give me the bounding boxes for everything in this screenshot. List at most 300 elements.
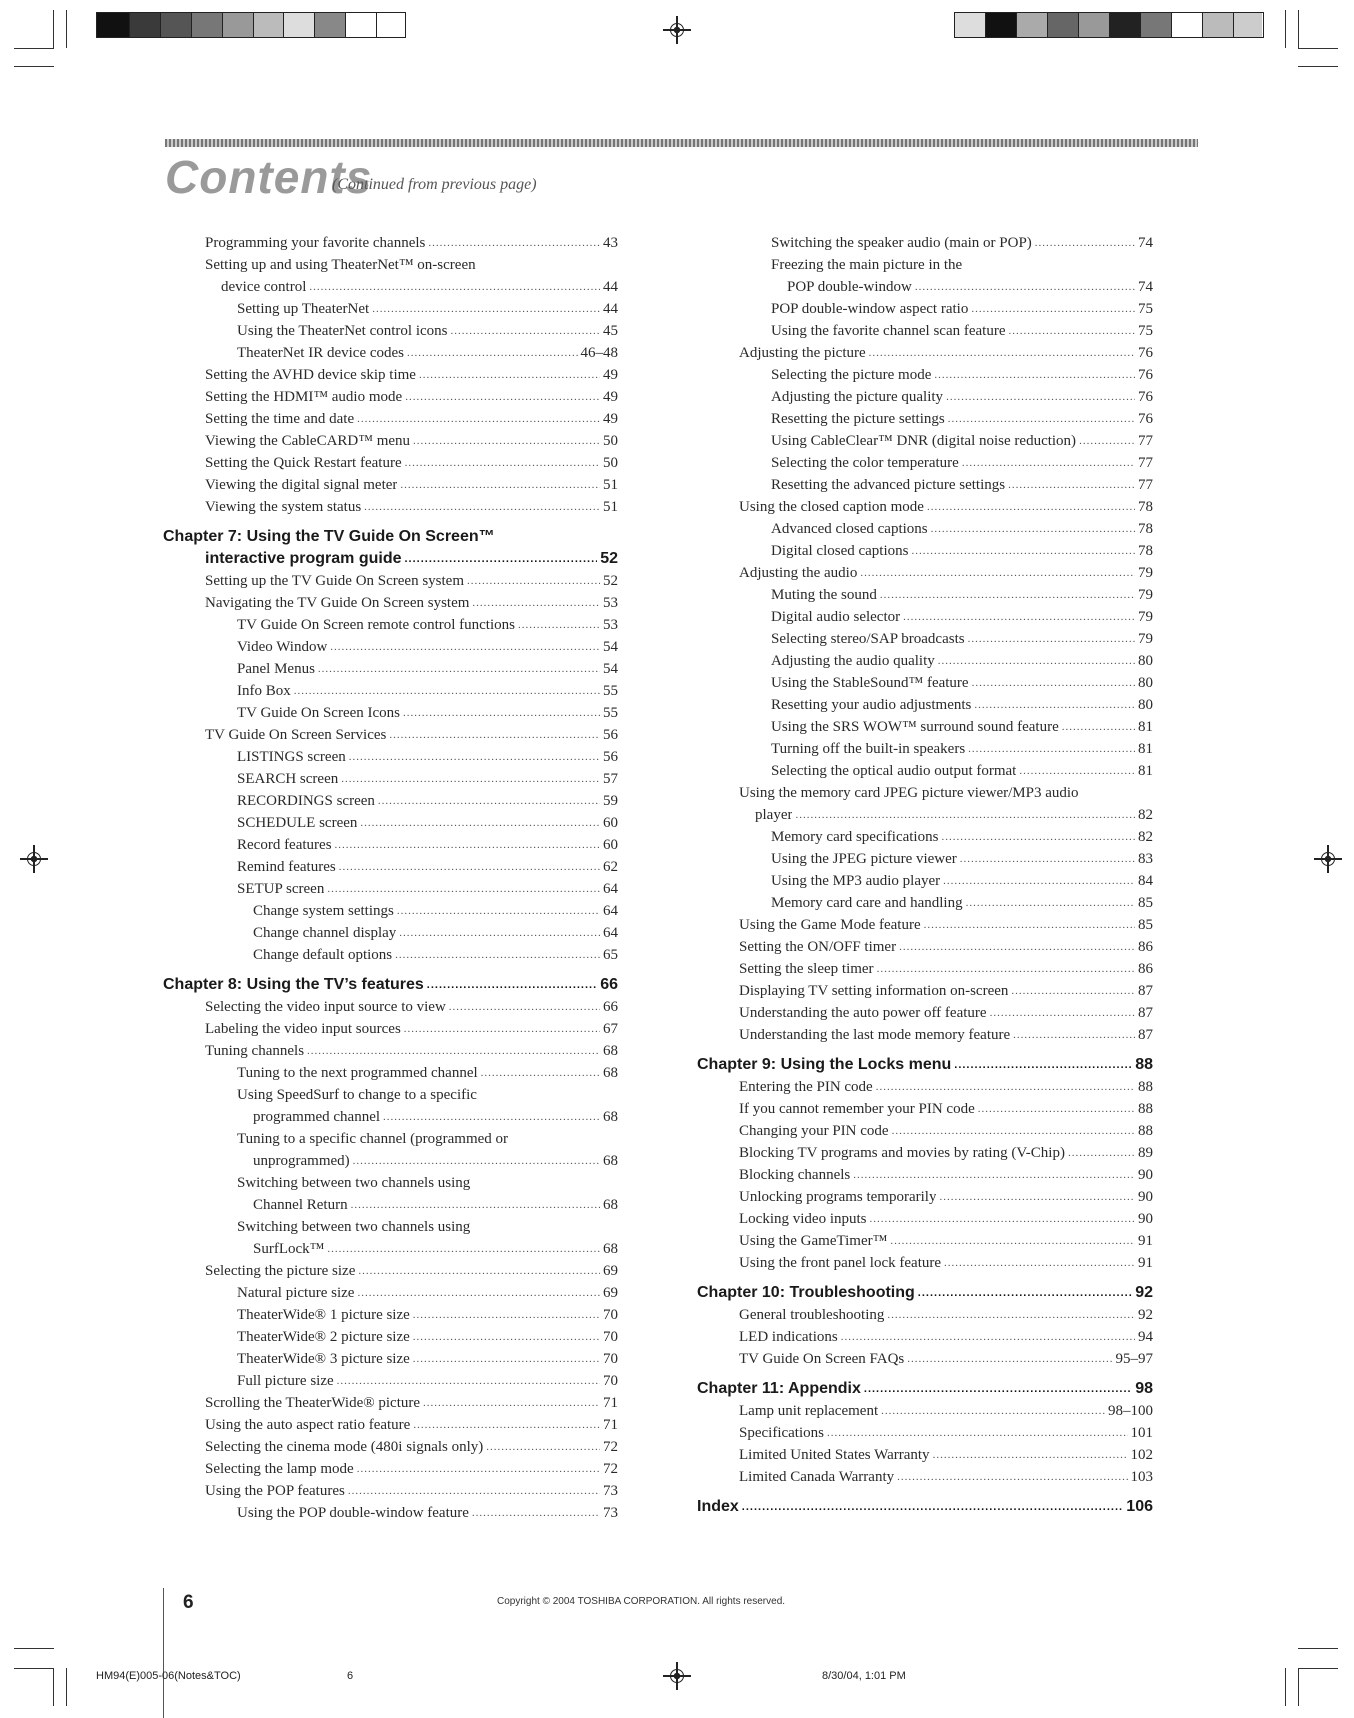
- dot-leader: [864, 1378, 1132, 1400]
- toc-entry-title: Selecting the optical audio output format: [771, 763, 1017, 779]
- toc-entry-title: TheaterWide® 3 picture size: [237, 1351, 410, 1367]
- toc-entry[interactable]: [163, 1260, 618, 1282]
- toc-entry-title: TV Guide On Screen Icons: [237, 705, 401, 721]
- toc-entry-title: Limited Canada Warranty: [739, 1469, 895, 1485]
- toc-page-number: 68: [603, 1153, 618, 1169]
- toc-entry[interactable]: [163, 790, 618, 812]
- toc-entry-title: Using the Game Mode feature: [739, 917, 921, 933]
- toc-page-number: 78: [1138, 499, 1153, 515]
- toc-entry[interactable]: [697, 1142, 1153, 1164]
- header-band: [165, 139, 1198, 147]
- crop-mark: [1285, 10, 1286, 48]
- toc-entry[interactable]: [163, 1106, 618, 1128]
- toc-entry-title: Switching the speaker audio (main or POP): [771, 235, 1032, 251]
- toc-page-number: 43: [603, 235, 618, 251]
- toc-page-number: 68: [603, 1197, 618, 1213]
- toc-entry[interactable]: [697, 936, 1153, 958]
- toc-entry[interactable]: [163, 276, 618, 298]
- dot-leader: [880, 584, 1135, 606]
- toc-entry[interactable]: [697, 320, 1153, 342]
- toc-entry[interactable]: [697, 1076, 1153, 1098]
- dot-leader: [887, 1304, 1135, 1326]
- toc-page-number: 54: [603, 639, 618, 655]
- toc-entry-title: POP double-window aspect ratio: [771, 301, 969, 317]
- toc-entry[interactable]: [163, 1150, 618, 1172]
- dot-leader: [413, 430, 600, 452]
- toc-page-number: 95–97: [1115, 1351, 1153, 1367]
- toc-entry[interactable]: [697, 804, 1153, 826]
- toc-entry[interactable]: [163, 702, 618, 724]
- dot-leader: [1035, 232, 1135, 254]
- toc-entry[interactable]: [697, 606, 1153, 628]
- toc-entry-title: Adjusting the audio: [739, 565, 858, 581]
- toc-entry-title: If you cannot remember your PIN code: [739, 1101, 975, 1117]
- dot-leader: [907, 1348, 1112, 1370]
- chapter-heading[interactable]: [697, 1496, 1153, 1518]
- toc-page-number: 90: [1138, 1211, 1153, 1227]
- toc-page-number: 94: [1138, 1329, 1153, 1345]
- dot-leader: [413, 1326, 600, 1348]
- dot-leader: [449, 996, 600, 1018]
- toc-entry-title: Using the auto aspect ratio feature: [205, 1417, 411, 1433]
- toc-entry[interactable]: [163, 570, 618, 592]
- toc-page-number: 69: [603, 1285, 618, 1301]
- toc-entry[interactable]: [163, 1502, 618, 1524]
- toc-entry[interactable]: [163, 996, 618, 1018]
- dot-leader: [364, 496, 600, 518]
- dot-leader: [968, 628, 1135, 650]
- dot-leader: [419, 364, 600, 386]
- toc-entry-title: Using the TheaterNet control icons: [237, 323, 448, 339]
- toc-entry[interactable]: [163, 320, 618, 342]
- toc-page-number: 50: [603, 433, 618, 449]
- toc-entry-title: Locking video inputs: [739, 1211, 867, 1227]
- toc-page-number: 91: [1138, 1255, 1153, 1271]
- toc-entry-title: Using the POP features: [205, 1483, 345, 1499]
- toc-page-number: 92: [1138, 1307, 1153, 1323]
- toc-entry-title: Advanced closed captions: [771, 521, 928, 537]
- dot-leader: [405, 452, 600, 474]
- toc-entry-title: Setting the AVHD device skip time: [205, 367, 416, 383]
- dot-leader: [413, 1348, 600, 1370]
- toc-entry[interactable]: [697, 672, 1153, 694]
- toc-entry[interactable]: [163, 232, 618, 254]
- chapter-heading[interactable]: [697, 1378, 1153, 1400]
- toc-entry-title: Setting the Quick Restart feature: [205, 455, 402, 471]
- dot-leader: [890, 1230, 1135, 1252]
- toc-entry[interactable]: [697, 1120, 1153, 1142]
- dot-leader: [877, 958, 1135, 980]
- toc-page-number: 103: [1130, 1469, 1153, 1485]
- toc-entry[interactable]: [163, 812, 618, 834]
- toc-entry-title: Setting up TheaterNet: [237, 301, 370, 317]
- toc-page-number: 49: [603, 367, 618, 383]
- toc-entry-title: device control: [221, 279, 307, 295]
- toc-entry[interactable]: [163, 944, 618, 966]
- toc-entry[interactable]: [163, 474, 618, 496]
- toc-page-number: 56: [603, 727, 618, 743]
- chapter-heading: Chapter 7: Using the TV Guide On Screen™: [163, 528, 495, 545]
- toc-page-number: 64: [603, 925, 618, 941]
- toc-page-number: 66: [603, 999, 618, 1015]
- toc-entry[interactable]: [163, 1436, 618, 1458]
- dot-leader: [404, 1018, 600, 1040]
- toc-entry[interactable]: [163, 298, 618, 320]
- toc-page-number: 88: [1138, 1079, 1153, 1095]
- toc-entry-title: player: [755, 807, 793, 823]
- toc-entry-title: Changing your PIN code: [739, 1123, 889, 1139]
- dot-leader: [841, 1326, 1135, 1348]
- dot-leader: [1068, 1142, 1135, 1164]
- dot-leader: [954, 1054, 1132, 1076]
- toc-entry[interactable]: [697, 364, 1153, 386]
- dot-leader: [407, 342, 578, 364]
- toc-entry[interactable]: [697, 1024, 1153, 1046]
- toc-entry[interactable]: [163, 430, 618, 452]
- toc-entry-title: Selecting the cinema mode (480i signals only): [205, 1439, 484, 1455]
- toc-entry[interactable]: [163, 1392, 618, 1414]
- dot-leader: [915, 276, 1135, 298]
- toc-entry-title: Change system settings: [253, 903, 394, 919]
- toc-page-number: 69: [603, 1263, 618, 1279]
- toc-entry-title: TV Guide On Screen FAQs: [739, 1351, 905, 1367]
- toc-entry[interactable]: [697, 980, 1153, 1002]
- toc-entry: Tuning to a specific channel (programmed or: [237, 1131, 509, 1147]
- toc-page-number: 54: [603, 661, 618, 677]
- crop-mark: [1285, 1668, 1286, 1706]
- toc-entry[interactable]: [697, 892, 1153, 914]
- toc-entry-title: Setting up the TV Guide On Screen system: [205, 573, 464, 589]
- dot-leader: [927, 496, 1135, 518]
- crop-mark: [14, 48, 54, 49]
- toc-right-column: [697, 232, 1153, 1518]
- toc-entry[interactable]: [163, 408, 618, 430]
- dot-leader: [1019, 760, 1135, 782]
- toc-entry[interactable]: [163, 768, 618, 790]
- dot-leader: [327, 878, 600, 900]
- crop-mark: [1298, 10, 1299, 48]
- crop-mark: [1298, 1648, 1338, 1649]
- toc-page-number: 87: [1138, 1027, 1153, 1043]
- dot-leader: [939, 1186, 1135, 1208]
- toc-entry-title: Selecting the video input source to view: [205, 999, 446, 1015]
- dot-leader: [351, 1194, 600, 1216]
- page-subtitle: (Continued from previous page): [332, 176, 537, 193]
- toc-page-number: 66: [600, 976, 618, 993]
- chapter-heading[interactable]: [697, 1054, 1153, 1076]
- toc-entry[interactable]: [163, 1062, 618, 1084]
- chapter-heading[interactable]: [163, 974, 618, 996]
- toc-entry-title: Blocking TV programs and movies by rating (V-Chip): [739, 1145, 1065, 1161]
- toc-entry[interactable]: [697, 1098, 1153, 1120]
- toc-page-number: 74: [1138, 279, 1153, 295]
- dot-leader: [307, 1040, 600, 1062]
- toc-entry[interactable]: [163, 1040, 618, 1062]
- dot-leader: [395, 944, 600, 966]
- dot-leader: [853, 1164, 1135, 1186]
- toc-page-number: 76: [1138, 411, 1153, 427]
- dot-leader: [948, 408, 1135, 430]
- toc-entry[interactable]: [163, 878, 618, 900]
- dot-leader: [742, 1496, 1124, 1518]
- toc-entry[interactable]: [697, 958, 1153, 980]
- toc-entry[interactable]: [163, 614, 618, 636]
- toc-entry[interactable]: [163, 1458, 618, 1480]
- toc-entry-title: Full picture size: [237, 1373, 334, 1389]
- toc-entry[interactable]: [163, 680, 618, 702]
- toc-left-column: [163, 232, 618, 1524]
- toc-page-number: 76: [1138, 367, 1153, 383]
- dot-leader: [903, 606, 1135, 628]
- gutter-line: [163, 1588, 164, 1718]
- toc-page-number: 76: [1138, 345, 1153, 361]
- color-bar-right: [954, 12, 1264, 38]
- dot-leader: [946, 386, 1135, 408]
- toc-entry[interactable]: [697, 1230, 1153, 1252]
- toc-entry[interactable]: [697, 1252, 1153, 1274]
- toc-entry-title: Selecting stereo/SAP broadcasts: [771, 631, 965, 647]
- dot-leader: [938, 650, 1135, 672]
- toc-entry-title: Tuning to the next programmed channel: [237, 1065, 478, 1081]
- toc-entry[interactable]: [697, 496, 1153, 518]
- toc-entry[interactable]: [163, 452, 618, 474]
- dot-leader: [327, 1238, 600, 1260]
- toc-page-number: 72: [603, 1439, 618, 1455]
- toc-entry-title: Viewing the CableCARD™ menu: [205, 433, 411, 449]
- dot-leader: [397, 900, 600, 922]
- toc-page-number: 75: [1138, 323, 1153, 339]
- toc-entry[interactable]: [697, 1208, 1153, 1230]
- toc-entry[interactable]: [697, 518, 1153, 540]
- toc-entry-title: Setting the time and date: [205, 411, 355, 427]
- toc-entry[interactable]: [163, 496, 618, 518]
- toc-page-number: 90: [1138, 1189, 1153, 1205]
- toc-entry[interactable]: [163, 1282, 618, 1304]
- toc-entry[interactable]: [697, 1002, 1153, 1024]
- dot-leader: [427, 974, 597, 996]
- toc-entry-title: Video Window: [237, 639, 328, 655]
- toc-page-number: 64: [603, 903, 618, 919]
- toc-entry[interactable]: [163, 1480, 618, 1502]
- toc-entry[interactable]: [163, 1370, 618, 1392]
- dot-leader: [389, 724, 600, 746]
- toc-page-number: 79: [1138, 609, 1153, 625]
- toc-entry-title: Setting the HDMI™ audio mode: [205, 389, 403, 405]
- toc-page-number: 51: [603, 477, 618, 493]
- toc-entry[interactable]: [697, 584, 1153, 606]
- toc-page-number: 75: [1138, 301, 1153, 317]
- dot-leader: [294, 680, 600, 702]
- toc-entry[interactable]: [697, 276, 1153, 298]
- toc-page-number: 44: [603, 279, 618, 295]
- toc-page-number: 87: [1138, 983, 1153, 999]
- toc-entry[interactable]: [697, 1444, 1153, 1466]
- toc-entry-title: programmed channel: [253, 1109, 381, 1125]
- toc-entry[interactable]: [697, 540, 1153, 562]
- toc-entry-title: Labeling the video input sources: [205, 1021, 401, 1037]
- toc-entry[interactable]: [697, 848, 1153, 870]
- dot-leader: [413, 1414, 600, 1436]
- toc-page-number: 70: [603, 1307, 618, 1323]
- toc-entry[interactable]: [697, 914, 1153, 936]
- toc-entry[interactable]: [163, 834, 618, 856]
- toc-entry-title: Chapter 9: Using the Locks menu: [697, 1056, 952, 1073]
- toc-page-number: 79: [1138, 587, 1153, 603]
- toc-entry[interactable]: [697, 562, 1153, 584]
- toc-entry[interactable]: [163, 1238, 618, 1260]
- toc-page-number: 83: [1138, 851, 1153, 867]
- dot-leader: [400, 474, 600, 496]
- dot-leader: [372, 298, 600, 320]
- chapter-heading[interactable]: [163, 548, 618, 570]
- crop-mark: [53, 10, 54, 48]
- toc-entry-title: Digital closed captions: [771, 543, 909, 559]
- toc-entry-title: Using the favorite channel scan feature: [771, 323, 1006, 339]
- toc-entry[interactable]: [163, 724, 618, 746]
- toc-entry[interactable]: [697, 232, 1153, 254]
- toc-entry-title: Programming your favorite channels: [205, 235, 426, 251]
- toc-entry[interactable]: [697, 650, 1153, 672]
- toc-page-number: 70: [603, 1329, 618, 1345]
- toc-entry[interactable]: [697, 628, 1153, 650]
- toc-page-number: 98–100: [1108, 1403, 1153, 1419]
- toc-entry-title: Unlocking programs temporarily: [739, 1189, 937, 1205]
- copyright-notice: Copyright © 2004 TOSHIBA CORPORATION. All rights reserved.: [497, 1596, 786, 1607]
- dot-leader: [944, 1252, 1135, 1274]
- toc-entry[interactable]: [163, 1018, 618, 1040]
- dot-leader: [897, 1466, 1127, 1488]
- toc-entry[interactable]: [163, 1304, 618, 1326]
- toc-entry[interactable]: [163, 342, 618, 364]
- toc-entry[interactable]: [163, 1326, 618, 1348]
- toc-entry[interactable]: [163, 386, 618, 408]
- toc-page-number: 78: [1138, 521, 1153, 537]
- toc-entry-title: TheaterWide® 2 picture size: [237, 1329, 410, 1345]
- toc-entry[interactable]: [697, 452, 1153, 474]
- toc-page-number: 44: [603, 301, 618, 317]
- crop-mark: [66, 1668, 67, 1706]
- toc-entry[interactable]: [163, 746, 618, 768]
- toc-page-number: 79: [1138, 631, 1153, 647]
- dot-leader: [378, 790, 600, 812]
- toc-page-number: 60: [603, 837, 618, 853]
- toc-entry[interactable]: [163, 1348, 618, 1370]
- dot-leader: [827, 1422, 1128, 1444]
- toc-entry-title: Selecting the picture mode: [771, 367, 932, 383]
- dot-leader: [968, 738, 1135, 760]
- toc-page-number: 62: [603, 859, 618, 875]
- toc-page-number: 67: [603, 1021, 618, 1037]
- toc-entry[interactable]: [163, 900, 618, 922]
- toc-page-number: 73: [603, 1483, 618, 1499]
- toc-entry[interactable]: [163, 592, 618, 614]
- toc-entry-title: Turning off the built-in speakers: [771, 741, 966, 757]
- toc-page-number: 57: [603, 771, 618, 787]
- toc-entry-title: Change default options: [253, 947, 393, 963]
- toc-page-number: 74: [1138, 235, 1153, 251]
- toc-entry-title: Using CableClear™ DNR (digital noise reduction): [771, 433, 1077, 449]
- color-bar-left: [96, 12, 406, 38]
- toc-entry[interactable]: [697, 1348, 1153, 1370]
- dot-leader: [941, 826, 1135, 848]
- toc-entry-title: Viewing the system status: [205, 499, 362, 515]
- toc-entry[interactable]: [697, 342, 1153, 364]
- registration-mark-icon: [663, 1662, 691, 1690]
- registration-mark-icon: [663, 16, 691, 44]
- crop-mark: [1298, 66, 1338, 67]
- toc-entry[interactable]: [697, 1304, 1153, 1326]
- chapter-heading[interactable]: [697, 1282, 1153, 1304]
- dot-leader: [795, 804, 1135, 826]
- toc-entry[interactable]: [697, 1466, 1153, 1488]
- toc-page-number: 90: [1138, 1167, 1153, 1183]
- toc-entry[interactable]: [163, 658, 618, 680]
- crop-mark: [1298, 48, 1338, 49]
- toc-page-number: 86: [1138, 961, 1153, 977]
- toc-page-number: 55: [603, 683, 618, 699]
- toc-entry[interactable]: [697, 738, 1153, 760]
- toc-entry[interactable]: [697, 1186, 1153, 1208]
- dot-leader: [403, 702, 600, 724]
- toc-entry[interactable]: [163, 922, 618, 944]
- dot-leader: [337, 1370, 600, 1392]
- toc-entry[interactable]: [697, 826, 1153, 848]
- dot-leader: [399, 922, 600, 944]
- toc-entry[interactable]: [697, 1326, 1153, 1348]
- toc-page-number: 70: [603, 1373, 618, 1389]
- toc-page-number: 52: [603, 573, 618, 589]
- dot-leader: [330, 636, 600, 658]
- toc-entry[interactable]: [697, 870, 1153, 892]
- toc-entry[interactable]: [697, 386, 1153, 408]
- toc-entry[interactable]: [697, 408, 1153, 430]
- toc-entry-title: Remind features: [237, 859, 336, 875]
- toc-entry[interactable]: [697, 1164, 1153, 1186]
- toc-entry[interactable]: [697, 716, 1153, 738]
- toc-entry[interactable]: [697, 760, 1153, 782]
- dot-leader: [911, 540, 1135, 562]
- toc-page-number: 87: [1138, 1005, 1153, 1021]
- toc-entry-title: TV Guide On Screen remote control functions: [237, 617, 515, 633]
- toc-entry[interactable]: [163, 636, 618, 658]
- toc-entry-title: Entering the PIN code: [739, 1079, 873, 1095]
- toc-entry[interactable]: [163, 856, 618, 878]
- dot-leader: [870, 1208, 1136, 1230]
- dot-leader: [309, 276, 600, 298]
- toc-page-number: 68: [603, 1241, 618, 1257]
- toc-page-number: 60: [603, 815, 618, 831]
- toc-entry[interactable]: [163, 1414, 618, 1436]
- toc-entry[interactable]: [697, 1422, 1153, 1444]
- toc-entry-title: Understanding the last mode memory feature: [739, 1027, 1011, 1043]
- dot-leader: [318, 658, 600, 680]
- toc-entry[interactable]: [163, 1194, 618, 1216]
- toc-entry[interactable]: [697, 1400, 1153, 1422]
- toc-entry[interactable]: [697, 298, 1153, 320]
- toc-entry[interactable]: [697, 430, 1153, 452]
- toc-entry[interactable]: [163, 364, 618, 386]
- dot-leader: [943, 870, 1135, 892]
- dot-leader: [1008, 320, 1135, 342]
- toc-entry-title: Adjusting the picture quality: [771, 389, 944, 405]
- toc-entry[interactable]: [697, 474, 1153, 496]
- toc-entry[interactable]: [697, 694, 1153, 716]
- toc-page-number: 49: [603, 389, 618, 405]
- toc-entry-title: Channel Return: [253, 1197, 348, 1213]
- toc-page-number: 101: [1130, 1425, 1153, 1441]
- dot-leader: [348, 1480, 600, 1502]
- toc-page-number: 55: [603, 705, 618, 721]
